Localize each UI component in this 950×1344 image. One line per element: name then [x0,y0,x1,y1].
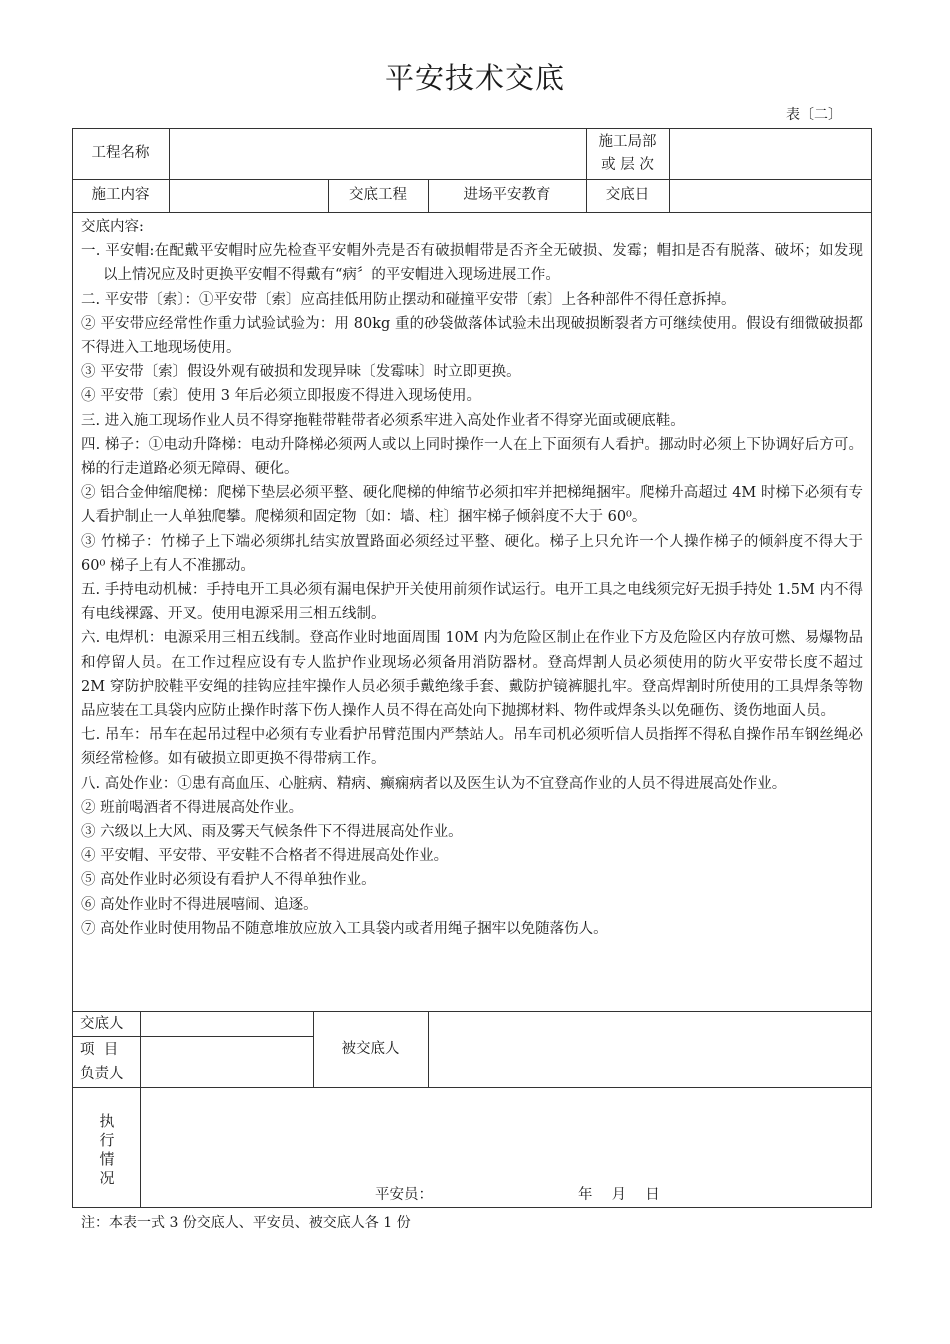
content-paragraph: ③ 六级以上大风、雨及雾天气候条件下不得进展高处作业。 [81,824,463,841]
content-paragraph: ⑦ 高处作业时使用物品不随意堆放应放入工具袋内或者用绳子捆牢以免随落伤人。 [81,920,608,937]
execution-label: 执行情况 [99,1112,115,1187]
safety-officer-label: 平安员： [375,1187,433,1203]
content-paragraph: ② 铝合金伸缩爬梯：爬梯下垫层必须平整、硬化爬梯的伸缩节必须扣牢并把梯绳捆牢。爬梯升高超过 4M 时梯下必须有专人看护制止一人单独爬攀。爬梯须和固定物〔如：墙、柱〕捆牢梯子倾斜度不大于 60⁰。 [81,485,863,526]
dept-label-line2: 或 层 次 [601,156,654,173]
project-lead-label [80,1038,124,1086]
briefing-date-label: 交底日 [605,187,650,203]
content-paragraph: ② 平安带应经常性作重力试验试验为：用 80kg 重的砂袋做落体试验未出现破损断裂者方可继续使用。假设有细微破损都不得进入工地现场使用。 [81,315,863,357]
construction-content-label: 施工内容 [91,187,150,203]
content-paragraph: 八. 高处作业：①患有高血压、心脏病、精病、癫痫病者以及医生认为不宜登高作业的人员不得进展高处作业。 [81,775,787,792]
content-paragraph: ③ 平安带〔索〕假设外观有破损和发现异味〔发霉味〕时立即更换。 [81,364,521,381]
content-paragraph: ⑥ 高处作业时不得进展嘻闹、追逐。 [81,896,318,913]
content-paragraph: 五. 手持电动机械：手持电开工具必须有漏电保护开关使用前须作试运行。电开工具之电线须完好无损手持处 1.5M 内不得有电线裸露、开叉。使用电源采用三相五线制。 [81,582,863,623]
project-lead-label-line2: 负责人 [80,1066,124,1082]
briefing-date-field[interactable] [670,179,872,212]
content-paragraph: ④ 平安帽、平安带、平安鞋不合格者不得进展高处作业。 [81,848,449,865]
briefing-item-label: 交底工程 [349,187,407,203]
briefer-label: 交底人 [80,1016,124,1032]
content-paragraph: ② 班前喝酒者不得进展高处作业。 [81,799,304,816]
recipient-label: 被交底人 [341,1040,400,1057]
content-paragraph: 四. 梯子：①电动升降梯：电动升降梯必须两人或以上同时操作一人在上下面须有人看护。挪动时必须上下协调好后方可。梯的行走道路必须无障碍、硬化。 [81,436,863,478]
content-paragraph: 七. 吊车：吊车在起吊过程中必须有专业看护吊臂范围内严禁站人。吊车司机必须听信人员指挥不得私自操作吊车钢丝绳必须经常检修。如有破损立即更换不得带病工作。 [81,727,863,768]
content-paragraph: 六. 电焊机：电源采用三相五线制。登高作业时地面周围 10M 内为危险区制止在作业下方及危险区内存放可燃、易爆物品和停留人员。在工作过程应设有专人监护作业现场必须备用消防器材。登高焊割人员必须使用的防火平安带长度不超过 2M 穿防护胶鞋平安绳的挂钩应挂牢操作人员必须手戴绝缘手套、戴防护镜裤腿扎牢。登高焊割时所使用的工具焊条等物品应装在工具袋内应防止操作时落下伤人操作人员不得在高处向下抛掷材料、物件或焊条头以免砸伤、烫伤地面人员。 [81,630,863,720]
briefing-content [81,215,863,941]
project-lead-field[interactable] [141,1037,313,1087]
grid-line [72,1087,872,1088]
content-paragraph: ④ 平安带〔索〕使用 3 年后必须立即报废不得进入现场使用。 [81,388,482,405]
content-paragraph: ③ 竹梯子：竹梯子上下端必须绑扎结实放置路面必须经过平整、硬化。梯子上只允许一个人操作梯子的倾斜度不得大于 60⁰ 梯子上有人不准挪动。 [81,533,863,574]
briefer-field[interactable] [141,1011,313,1036]
page-title: 平安技术交底 [384,61,565,95]
project-lead-label-line1: 项 目 [80,1042,119,1058]
content-paragraph: ⑤ 高处作业时必须设有看护人不得单独作业。 [81,872,376,889]
grid-line [72,212,872,213]
footnote: 注：本表一式 3 份交底人、平安员、被交底人各 1 份 [81,1215,411,1231]
dept-label-line1: 施工局部 [598,133,657,150]
dept-field[interactable] [670,128,872,179]
recipient-field[interactable] [429,1011,872,1087]
project-name-label: 工程名称 [91,145,150,161]
content-paragraph: 三. 进入施工现场作业人员不得穿拖鞋带鞋带者必须系牢进入高处作业者不得穿光面或硬底鞋。 [81,412,685,429]
content-heading: 交底内容: [81,219,144,235]
dept-label [586,128,669,179]
content-paragraph: 二. 平安带〔索〕：①平安带〔索〕应高挂低用防止摆动和碰撞平安带〔索〕上各种部件不得任意拆掉。 [81,291,736,308]
construction-content-field[interactable] [170,179,328,212]
project-name-field[interactable] [170,128,586,179]
form-number: 表〔二〕 [786,107,842,123]
content-paragraph: 一. 平安帽:在配戴平安帽时应先检查平安帽外壳是否有破损帽带是否齐全无破损、发霉；帽扣是否有脱落、破坏；如发现以上情况应及时更换平安帽不得戴有“病〞的平安帽进入现场进展工作。 [81,243,863,284]
execution-date: 年 月 日 [578,1187,660,1203]
briefing-item-value: 进场平安教育 [463,187,551,203]
